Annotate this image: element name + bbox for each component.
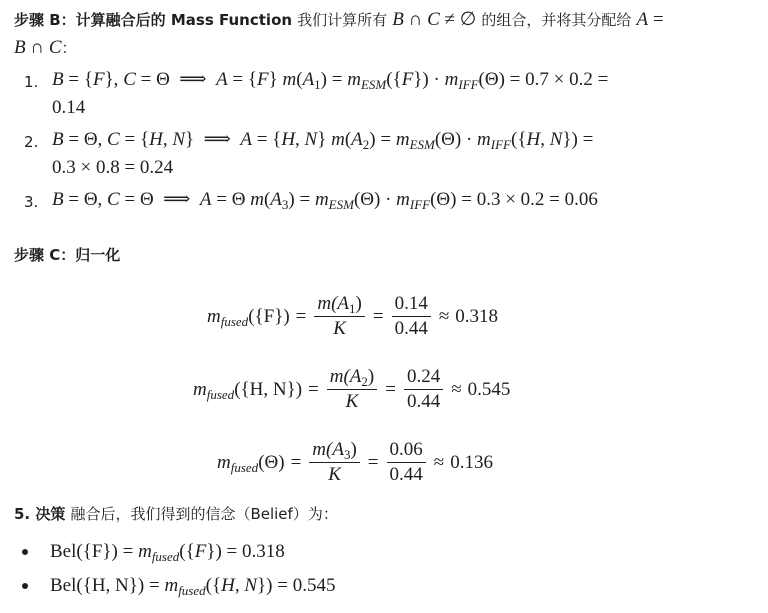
belief-arg: ({F}) [76,541,118,562]
step-number: 3. [24,193,39,211]
section-b-colon: ： [61,39,77,57]
eq-den-val: 0.44 [394,318,428,339]
belief-item-2: Bel({H, $N\}) = m_{fused}(\{H$, N}) = 0.545 [0,570,335,604]
decision-heading: 5. 决策 [14,505,66,523]
normalization-equation-3: $m_{fused}(\Theta)$ = $\frac{m(A_3)}{K}$ = $\frac{0.06}{0.44}$ ≈ 0.136 [217,439,493,485]
eq-num: m(A [329,366,362,387]
eq-lhs: ({F}) [248,305,290,327]
decision-text: 融合后，我们得到的信念（Belief）为： [70,505,338,523]
belief-value: 0.545 [292,575,336,596]
section-b-paragraph [14,6,714,62]
section-b-intro-mid: 的组合，并将其分配给 [481,11,632,29]
eq-den-val: 0.44 [406,391,441,412]
step-formula-1: B = {F}, C = Θ ⟹ A = {F} $m(A_1) = m_{ESM}(\{F\}) \cdot m_{IFF}(\Theta) = 0.7 \times 0.2$ = 0.14 [52,69,609,118]
eq-lhs: (Θ) [258,451,285,473]
eq-result: 0.136 [450,451,493,473]
normalization-equation-1: $m_{fused}(\{F\})$ = $\frac{m(A_1)}{K}$ = $\frac{0.14}{0.44}$ ≈ 0.318 [207,293,499,339]
eq-num-sub: 3 [343,447,351,462]
eq-lhs: ({H, N}) [234,378,303,400]
eq-den: K [345,391,359,412]
section-b-intro: 我们计算所有 [297,11,388,29]
condition-formula: B ∩ C ≠ ∅ [392,9,477,30]
eq-num: m(A [312,439,344,460]
eq-num-sub: 2 [361,374,368,389]
belief-list [0,536,335,604]
step-item-2 [0,126,768,186]
normalization-equation-2: $m_{fused}(\{H$, N}) = $\frac{m(A_2)}{K}$ = $\frac{0.24}{0.44}$ ≈ 0.545 [193,366,511,412]
eq-result: 0.318 [455,305,499,327]
step-item-1 [0,66,768,126]
step-item-3 [0,186,768,222]
belief-arg: ({H, N}) [76,575,145,596]
belief-item-1: $Bel(\{F\}) = m_{fused}(\{F\}) = 0.318$ [0,536,335,570]
eq-num-val: 0.14 [392,292,431,317]
step-number: 2. [24,133,39,151]
section-c-heading: 步骤 C：归一化 [14,246,121,264]
eq-num-sub: 1 [349,301,356,316]
decision-paragraph [14,503,338,524]
bullet-icon [22,583,28,589]
eq-num-val: 0.24 [404,365,443,390]
step-formula-3: B = Θ, C = Θ ⟹ A = Θ $m(A_3) = m_{ESM}(\Theta) \cdot m_{IFF}(\Theta) = 0.3 \times 0.2 = 0.06$ [52,189,598,212]
belief-value: 0.318 [242,541,285,562]
bullet-icon [22,549,28,555]
eq-result: 0.545 [467,378,511,400]
eq-den: K [328,464,341,485]
assignment-formula: A = B ∩ C [14,9,664,58]
step-formula-2: B = Θ, C = {H, N} ⟹ A = {H, N} $m(A_2) = m_{ESM}(\Theta) \cdot m_{IFF}(\{H$, N}) = 0.3 × 0.8 = 0.24 [52,129,594,178]
eq-den-val: 0.44 [389,464,423,485]
combination-steps [0,66,768,222]
eq-num: m(A [317,293,350,314]
eq-den: K [333,318,346,339]
section-b-heading: 步骤 B：计算融合后的 Mass Function [14,11,293,29]
eq-num-val: 0.06 [387,438,426,463]
step-number: 1. [24,73,39,91]
